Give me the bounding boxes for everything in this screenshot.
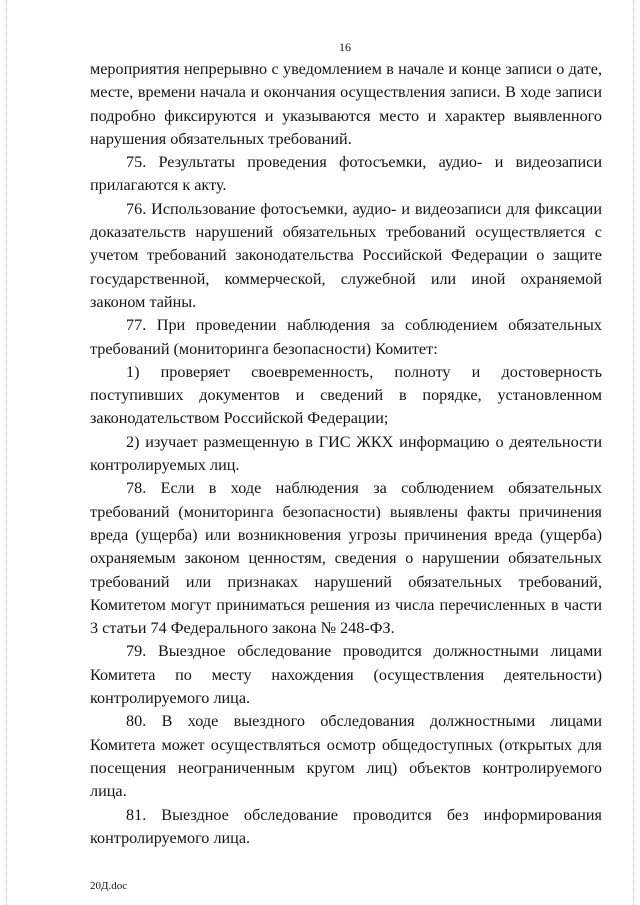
paragraph-77: 77. При проведении наблюдения за соблюдением обязательных требований (мониторинга безопасности) Комитет: (90, 316, 602, 358)
paragraph-81: 81. Выездное обследование проводится без информирования контролируемого лица. (90, 805, 602, 847)
paragraph-78: 78. Если в ходе наблюдения за соблюдением обязательных требований (мониторинга безопасности) выявлены факты причинения вреда (ущерба) или возникновения угрозы причинения вреда (ущерба) охраняемым законом ценностям, сведения о нарушении обязательных требований или признаках нарушений обязательных требований, Комитетом могут приниматься решения из числа перечисленных в части 3 статьи 74 Федерального закона № 248-ФЗ. (90, 479, 602, 638)
paragraph-77-item-2: 2) изучает размещенную в ГИС ЖКХ информацию о деятельности контролируемых лиц. (90, 432, 602, 475)
scan-edge-right (633, 0, 634, 905)
page-number: 16 (339, 40, 351, 54)
paragraph-76: 76. Использование фотосъемки, аудио- и видеозаписи для фиксации доказательств нарушений обязательных требований осуществляется с учетом требований законодательства Российской Федерации о защите государственной, коммерческой, служебной или иной охраняемой законом тайны. (90, 199, 602, 311)
scan-edge-left (6, 0, 7, 905)
paragraph-75: 75. Результаты проведения фотосъемки, аудио- и видеозаписи прилагаются к акту. (90, 153, 602, 195)
paragraph-77-item-1: 1) проверяет своевременность, полноту и достоверность поступивших документов и сведений в порядке, установленном законодательством Российской Федерации; (90, 362, 602, 428)
document-body (90, 58, 602, 850)
paragraph-80: 80. В ходе выездного обследования должностными лицами Комитета может осуществляться осмотр общедоступных (открытых для посещения неограниченным кругом лиц) объектов контролируемого лица. (90, 712, 602, 801)
file-name-footer: 20Д.doc (90, 880, 128, 892)
paragraph-continuation: мероприятия непрерывно с уведомлением в начале и конце записи о дате, месте, времени начала и окончания осуществления записи. В ходе записи подробно фиксируются и указываются место и характер выявленного нарушения обязательных требований. (90, 60, 602, 148)
paragraph-79: 79. Выездное обследование проводится должностными лицами Комитета по месту нахождения (осуществления деятельности) контролируемого лица. (90, 642, 602, 708)
